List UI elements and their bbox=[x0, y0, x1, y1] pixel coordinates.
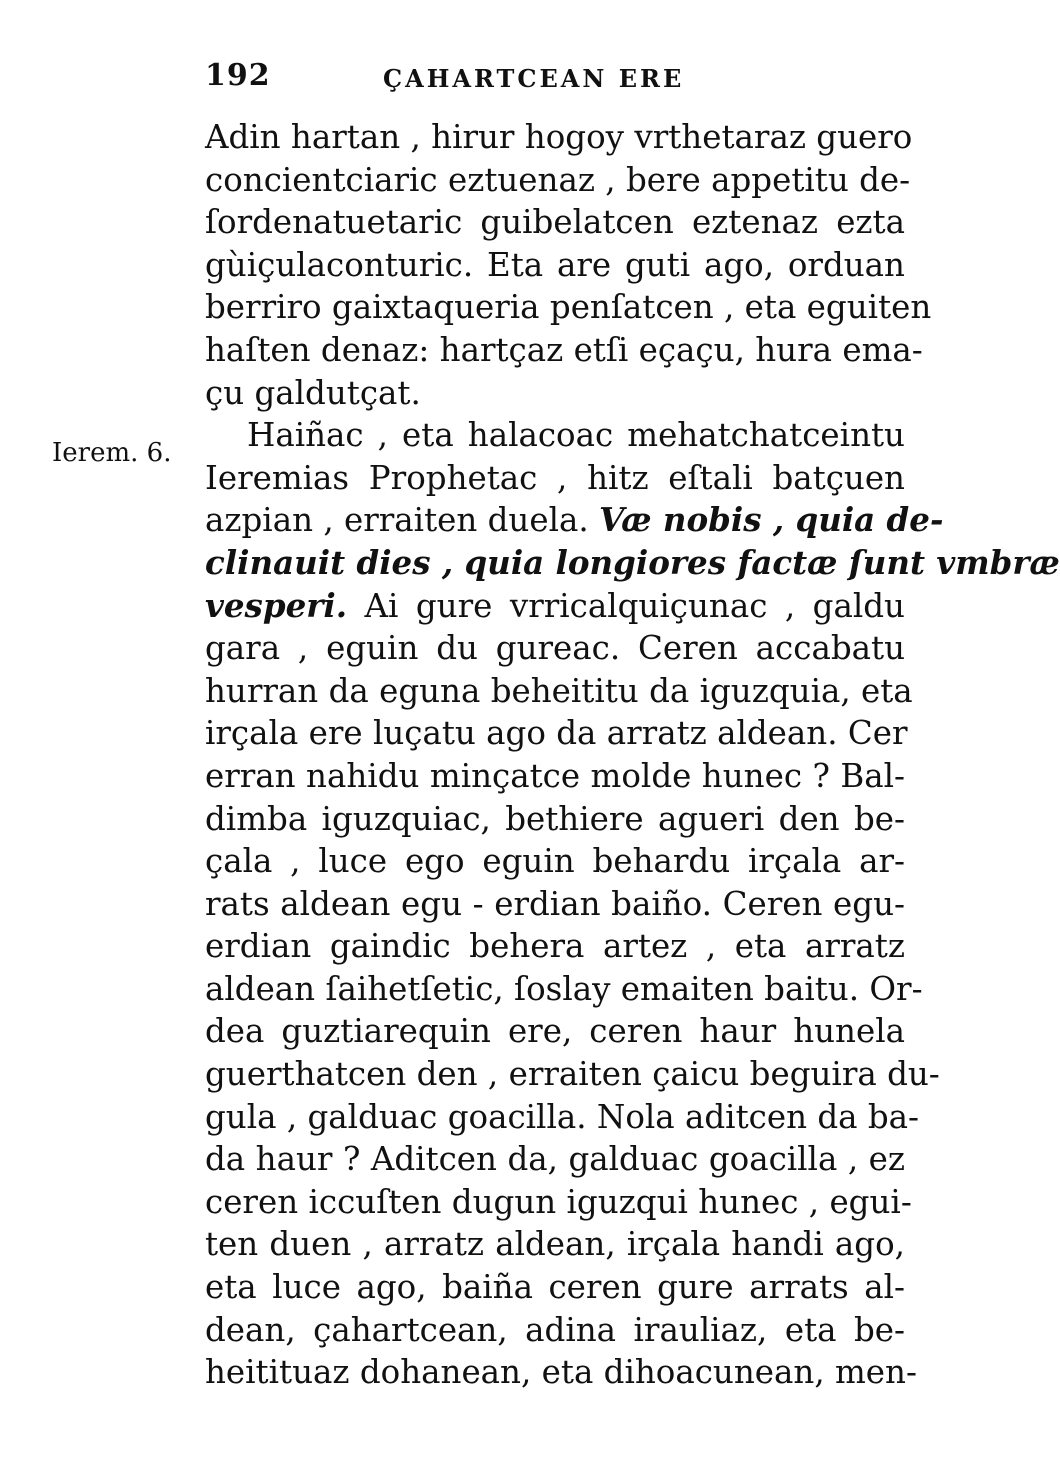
text-line bbox=[205, 712, 908, 755]
latin-quotation: vesperi. bbox=[205, 585, 348, 625]
text-line bbox=[205, 1309, 905, 1352]
line-text: haſten denaz: hartçaz etſi eçaçu, hura ema- bbox=[205, 330, 923, 369]
line-text: berriro gaixtaqueria penſatcen , eta eguiten bbox=[205, 288, 932, 327]
line-text: dea guztiarequin ere, ceren haur hunela bbox=[205, 1012, 905, 1051]
line-text: aldean ſaihetſetic, ſoslay emaiten baitu. Or- bbox=[205, 969, 923, 1008]
line-text: concientciaric eztuenaz , bere appetitu de- bbox=[205, 160, 911, 199]
line-text: heitituaz dohanean, eta dihoacunean, men- bbox=[205, 1353, 917, 1392]
line-text: Ieremias Prophetac , hitz eſtali batçuen bbox=[205, 458, 905, 497]
line-text: Haiñac , eta halacoac mehatchatceintu bbox=[247, 416, 905, 455]
line-text: çu galdutçat. bbox=[205, 373, 421, 412]
text-line bbox=[205, 116, 913, 159]
latin-quotation: Væ nobis , quia de- bbox=[599, 500, 944, 540]
line-text: erran nahidu minçatce molde hunec ? Bal- bbox=[205, 756, 905, 795]
line-text: gula , galduac goacilla. Nola aditcen da ba- bbox=[205, 1097, 920, 1136]
line-text: ſordenatuetaric guibelatcen eztenaz ezta bbox=[205, 203, 905, 242]
text-line bbox=[205, 286, 932, 329]
line-text: dimba iguzquiac, bethiere agueri den be- bbox=[205, 799, 905, 838]
line-text: erdian gaindic behera artez , eta arratz bbox=[205, 927, 905, 966]
text-line bbox=[205, 883, 905, 926]
line-text: da haur ? Aditcen da, galduac goacilla , ez bbox=[205, 1140, 905, 1179]
line-text: irçala ere luçatu ago da arratz aldean. Cer bbox=[205, 714, 908, 753]
text-line bbox=[205, 1181, 912, 1224]
text-line bbox=[205, 201, 905, 244]
text-line bbox=[205, 925, 905, 968]
running-title: ÇAHARTCEAN ERE bbox=[383, 64, 685, 93]
line-text: azpian , erraiten duela. bbox=[205, 501, 600, 540]
latin-quotation: clinauit dies , quia longiores factæ ſunt vmbræ bbox=[205, 542, 1060, 582]
running-head bbox=[205, 58, 905, 98]
line-text: gara , eguin du gureac. Ceren accabatu bbox=[205, 629, 905, 668]
text-line bbox=[205, 1010, 905, 1053]
text-line bbox=[205, 1223, 905, 1266]
text-line bbox=[205, 585, 905, 628]
page-number: 192 bbox=[205, 58, 271, 93]
margin-reference: Ierem. 6. bbox=[52, 438, 172, 468]
text-line bbox=[205, 670, 913, 713]
text-line bbox=[205, 329, 923, 372]
text-line bbox=[205, 968, 923, 1011]
body-text bbox=[205, 116, 1060, 1394]
text-line bbox=[205, 542, 1060, 585]
text-line bbox=[205, 1138, 905, 1181]
line-text: eta luce ago, baiña ceren gure arrats al- bbox=[205, 1268, 905, 1307]
text-line bbox=[205, 627, 905, 670]
text-line bbox=[205, 499, 944, 542]
text-line bbox=[205, 798, 905, 841]
text-line bbox=[205, 1096, 920, 1139]
line-text: guerthatcen den , erraiten çaicu beguira du- bbox=[205, 1055, 940, 1094]
text-line bbox=[205, 159, 911, 202]
text-line bbox=[205, 1351, 917, 1394]
text-line bbox=[205, 840, 905, 883]
line-text: hurran da eguna beheititu da iguzquia, eta bbox=[205, 671, 913, 710]
text-line bbox=[205, 244, 905, 287]
text-line bbox=[205, 372, 905, 415]
line-text: rats aldean egu - erdian baiño. Ceren egu- bbox=[205, 884, 905, 923]
line-text: dean, çahartcean, adina irauliaz, eta be- bbox=[205, 1310, 905, 1349]
line-text: Adin hartan , hirur hogoy vrthetaraz guero bbox=[205, 118, 913, 156]
text-line bbox=[205, 755, 905, 798]
text-line bbox=[205, 414, 905, 457]
line-text: çala , luce ego eguin behardu irçala ar- bbox=[205, 842, 905, 881]
text-line bbox=[205, 1266, 905, 1309]
line-text: Ai gure vrricalquiçunac , galdu bbox=[347, 586, 905, 625]
text-line bbox=[205, 457, 905, 500]
text-line bbox=[205, 1053, 940, 1096]
line-text: ten duen , arratz aldean, irçala handi ago, bbox=[205, 1225, 905, 1264]
line-text: gùiçulaconturic. Eta are guti ago, orduan bbox=[205, 245, 905, 284]
line-text: ceren iccuſten dugun iguzqui hunec , egui- bbox=[205, 1182, 912, 1221]
